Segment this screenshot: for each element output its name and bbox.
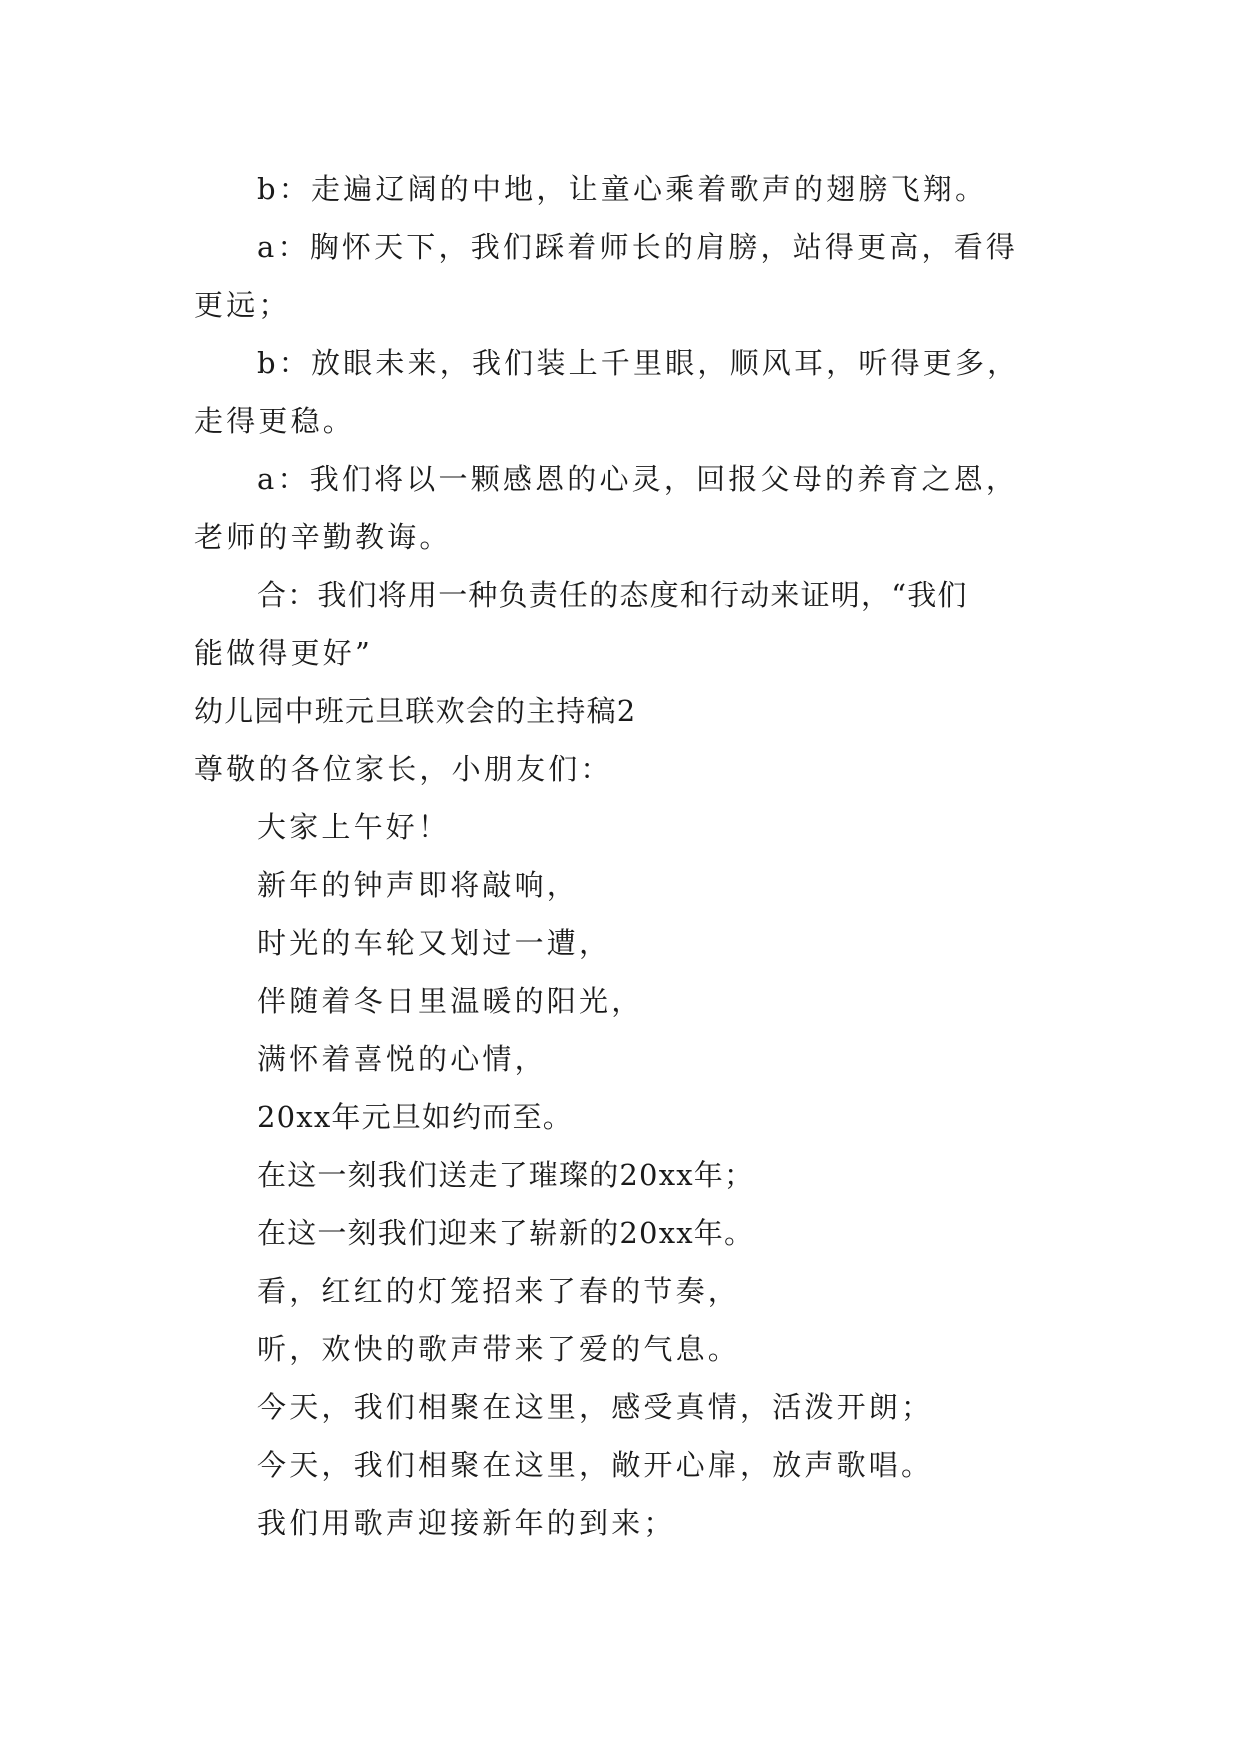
paragraph-line: 老师的辛勤教诲。 [194, 520, 452, 554]
paragraph-line: 20xx年元旦如约而至。 [257, 1100, 574, 1134]
paragraph-line: 新年的钟声即将敲响， [257, 868, 580, 902]
paragraph-line: b：走遍辽阔的中地，让童心乘着歌声的翅膀飞翔。 [257, 172, 988, 206]
paragraph-line: 看，红红的灯笼招来了春的节奏， [257, 1274, 741, 1308]
paragraph-line: 伴随着冬日里温暖的阳光， [257, 984, 644, 1018]
paragraph-line: a：胸怀天下，我们踩着师长的肩膀，站得更高，看得 [257, 230, 1019, 264]
section-title: 幼儿园中班元旦联欢会的主持稿2 [194, 694, 637, 728]
paragraph-line: 走得更稳。 [194, 404, 356, 438]
paragraph-line: 我们用歌声迎接新年的到来； [257, 1506, 676, 1540]
paragraph-line: 能做得更好” [194, 636, 374, 670]
paragraph-line: 合：我们将用一种负责任的态度和行动来证明，“我们 [257, 578, 968, 612]
document-body [194, 160, 1054, 1552]
paragraph-line: 今天，我们相聚在这里，敞开心扉，放声歌唱。 [257, 1448, 934, 1482]
paragraph-line: 在这一刻我们迎来了崭新的20xx年。 [257, 1216, 755, 1250]
paragraph-line: 今天，我们相聚在这里，感受真情，活泼开朗； [257, 1390, 934, 1424]
paragraph-line: b：放眼未来，我们装上千里眼，顺风耳，听得更多， [257, 346, 1020, 380]
paragraph-line: 时光的车轮又划过一遭， [257, 926, 612, 960]
paragraph-line: a：我们将以一颗感恩的心灵，回报父母的养育之恩， [257, 462, 1019, 496]
paragraph-line: 大家上午好！ [257, 810, 451, 844]
paragraph-line: 满怀着喜悦的心情， [257, 1042, 547, 1076]
paragraph-line: 更远； [194, 288, 291, 322]
greeting-line: 尊敬的各位家长，小朋友们： [194, 752, 613, 786]
paragraph-line: 在这一刻我们送走了璀璨的20xx年； [257, 1158, 755, 1192]
paragraph-line: 听，欢快的歌声带来了爱的气息。 [257, 1332, 741, 1366]
